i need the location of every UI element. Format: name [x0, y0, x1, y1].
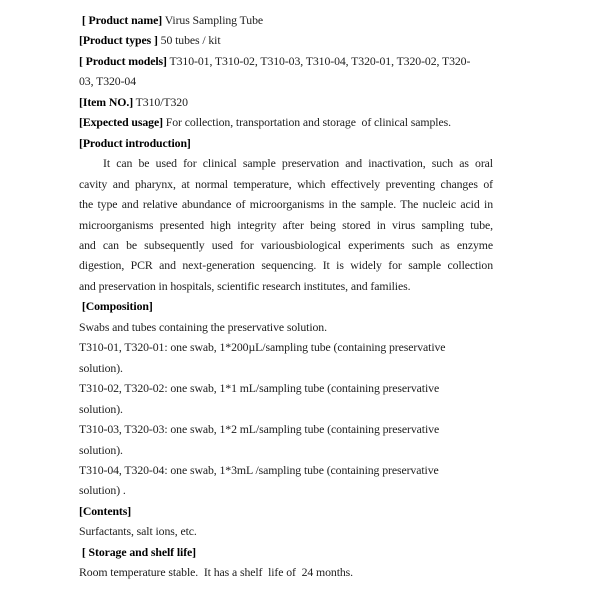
product-introduction-label: [Product introduction]: [79, 135, 191, 150]
contents-text: Surfactants, salt ions, etc.: [79, 524, 197, 539]
heading-storage-shelf-life: [79, 542, 493, 562]
line-product-models-1: [79, 51, 493, 71]
composition-model-02-line-2: [79, 399, 493, 419]
line-product-types: [79, 30, 493, 50]
product-models-value: T310-01, T310-02, T310-03, T310-04, T320-01, T320-02, T320-: [166, 53, 471, 68]
intro-paragraph-line-2: [79, 174, 493, 194]
product-name-value: Virus Sampling Tube: [162, 13, 264, 27]
composition-model-01-line-1: [79, 337, 493, 357]
composition-model-03-line-2: [79, 440, 493, 460]
composition-text: solution) .: [79, 483, 126, 498]
composition-text: solution).: [79, 401, 123, 416]
composition-model-02-line-1: [79, 378, 493, 398]
composition-model-01-line-2: [79, 358, 493, 378]
storage-text: Room temperature stable. It has a shelf life of 24 months.: [79, 565, 354, 580]
composition-text: T310-02, T320-02: one swab, 1*1 mL/sampling tube (containing preservative: [79, 381, 440, 396]
expected-usage-value: For collection, transportation and storage of clinical samples.: [162, 115, 451, 130]
product-types-value: 50 tubes / kit: [157, 33, 221, 48]
product-models-value-cont: 03, T320-04: [79, 74, 137, 89]
paragraph-line: cavity and pharynx, at normal temperature, which effectively preventing changes of: [79, 176, 493, 191]
composition-model-04-line-2: [79, 480, 493, 500]
composition-label: [Composition]: [79, 299, 153, 314]
composition-text: Swabs and tubes containing the preservative solution.: [79, 319, 327, 334]
paragraph-line: digestion, PCR and next-generation sequencing. It is widely for sample collection: [79, 258, 493, 273]
paragraph-line: microorganisms presented high integrity after being stored in virus sampling tube,: [79, 217, 493, 232]
line-product-models-2: [79, 71, 493, 91]
item-no-value: T310/T320: [133, 94, 188, 109]
product-types-label: [Product types ]: [79, 33, 158, 48]
paragraph-line: It can be used for clinical sample preservation and inactivation, such as oral: [103, 156, 493, 171]
heading-product-introduction: [79, 133, 493, 153]
paragraph-line: and preservation in hospitals, scientific research institutes, and families.: [79, 278, 411, 293]
storage-shelf-life-label: [ Storage and shelf life]: [79, 544, 197, 559]
composition-model-04-line-1: [79, 460, 493, 480]
composition-text: solution).: [79, 442, 123, 457]
line-product-name: [79, 10, 493, 30]
composition-model-03-line-1: [79, 419, 493, 439]
intro-paragraph-line-1: [79, 153, 493, 173]
line-expected-usage: [79, 112, 493, 132]
heading-contents: [79, 501, 493, 521]
composition-text: solution).: [79, 360, 123, 375]
composition-summary: [79, 317, 493, 337]
intro-paragraph-line-4: [79, 215, 493, 235]
paragraph-line: the type and relative abundance of microorganisms in the sample. The nucleic acid in: [79, 197, 493, 212]
product-models-label: [ Product models]: [79, 53, 167, 68]
composition-text: T310-03, T320-03: one swab, 1*2 mL/sampling tube (containing preservative: [79, 422, 440, 437]
document-page: [79, 10, 493, 583]
expected-usage-label: [Expected usage]: [79, 115, 163, 130]
item-no-label: [Item NO.]: [79, 94, 134, 109]
composition-text: T310-04, T320-04: one swab, 1*3mL /sampling tube (containing preservative: [79, 462, 439, 477]
intro-paragraph-line-7: [79, 276, 493, 296]
composition-text: T310-01, T320-01: one swab, 1*200µL/sampling tube (containing preservative: [79, 340, 446, 355]
contents-label: [Contents]: [79, 503, 132, 518]
heading-composition: [79, 296, 493, 316]
product-name-label: [ Product name]: [79, 13, 163, 27]
paragraph-line: and can be subsequently used for variousbiological experiments such as enzyme: [79, 237, 493, 252]
storage-text-line: [79, 562, 493, 582]
intro-paragraph-line-5: [79, 235, 493, 255]
intro-paragraph-line-6: [79, 255, 493, 275]
contents-text-line: [79, 521, 493, 541]
intro-paragraph-line-3: [79, 194, 493, 214]
line-item-no: [79, 92, 493, 112]
